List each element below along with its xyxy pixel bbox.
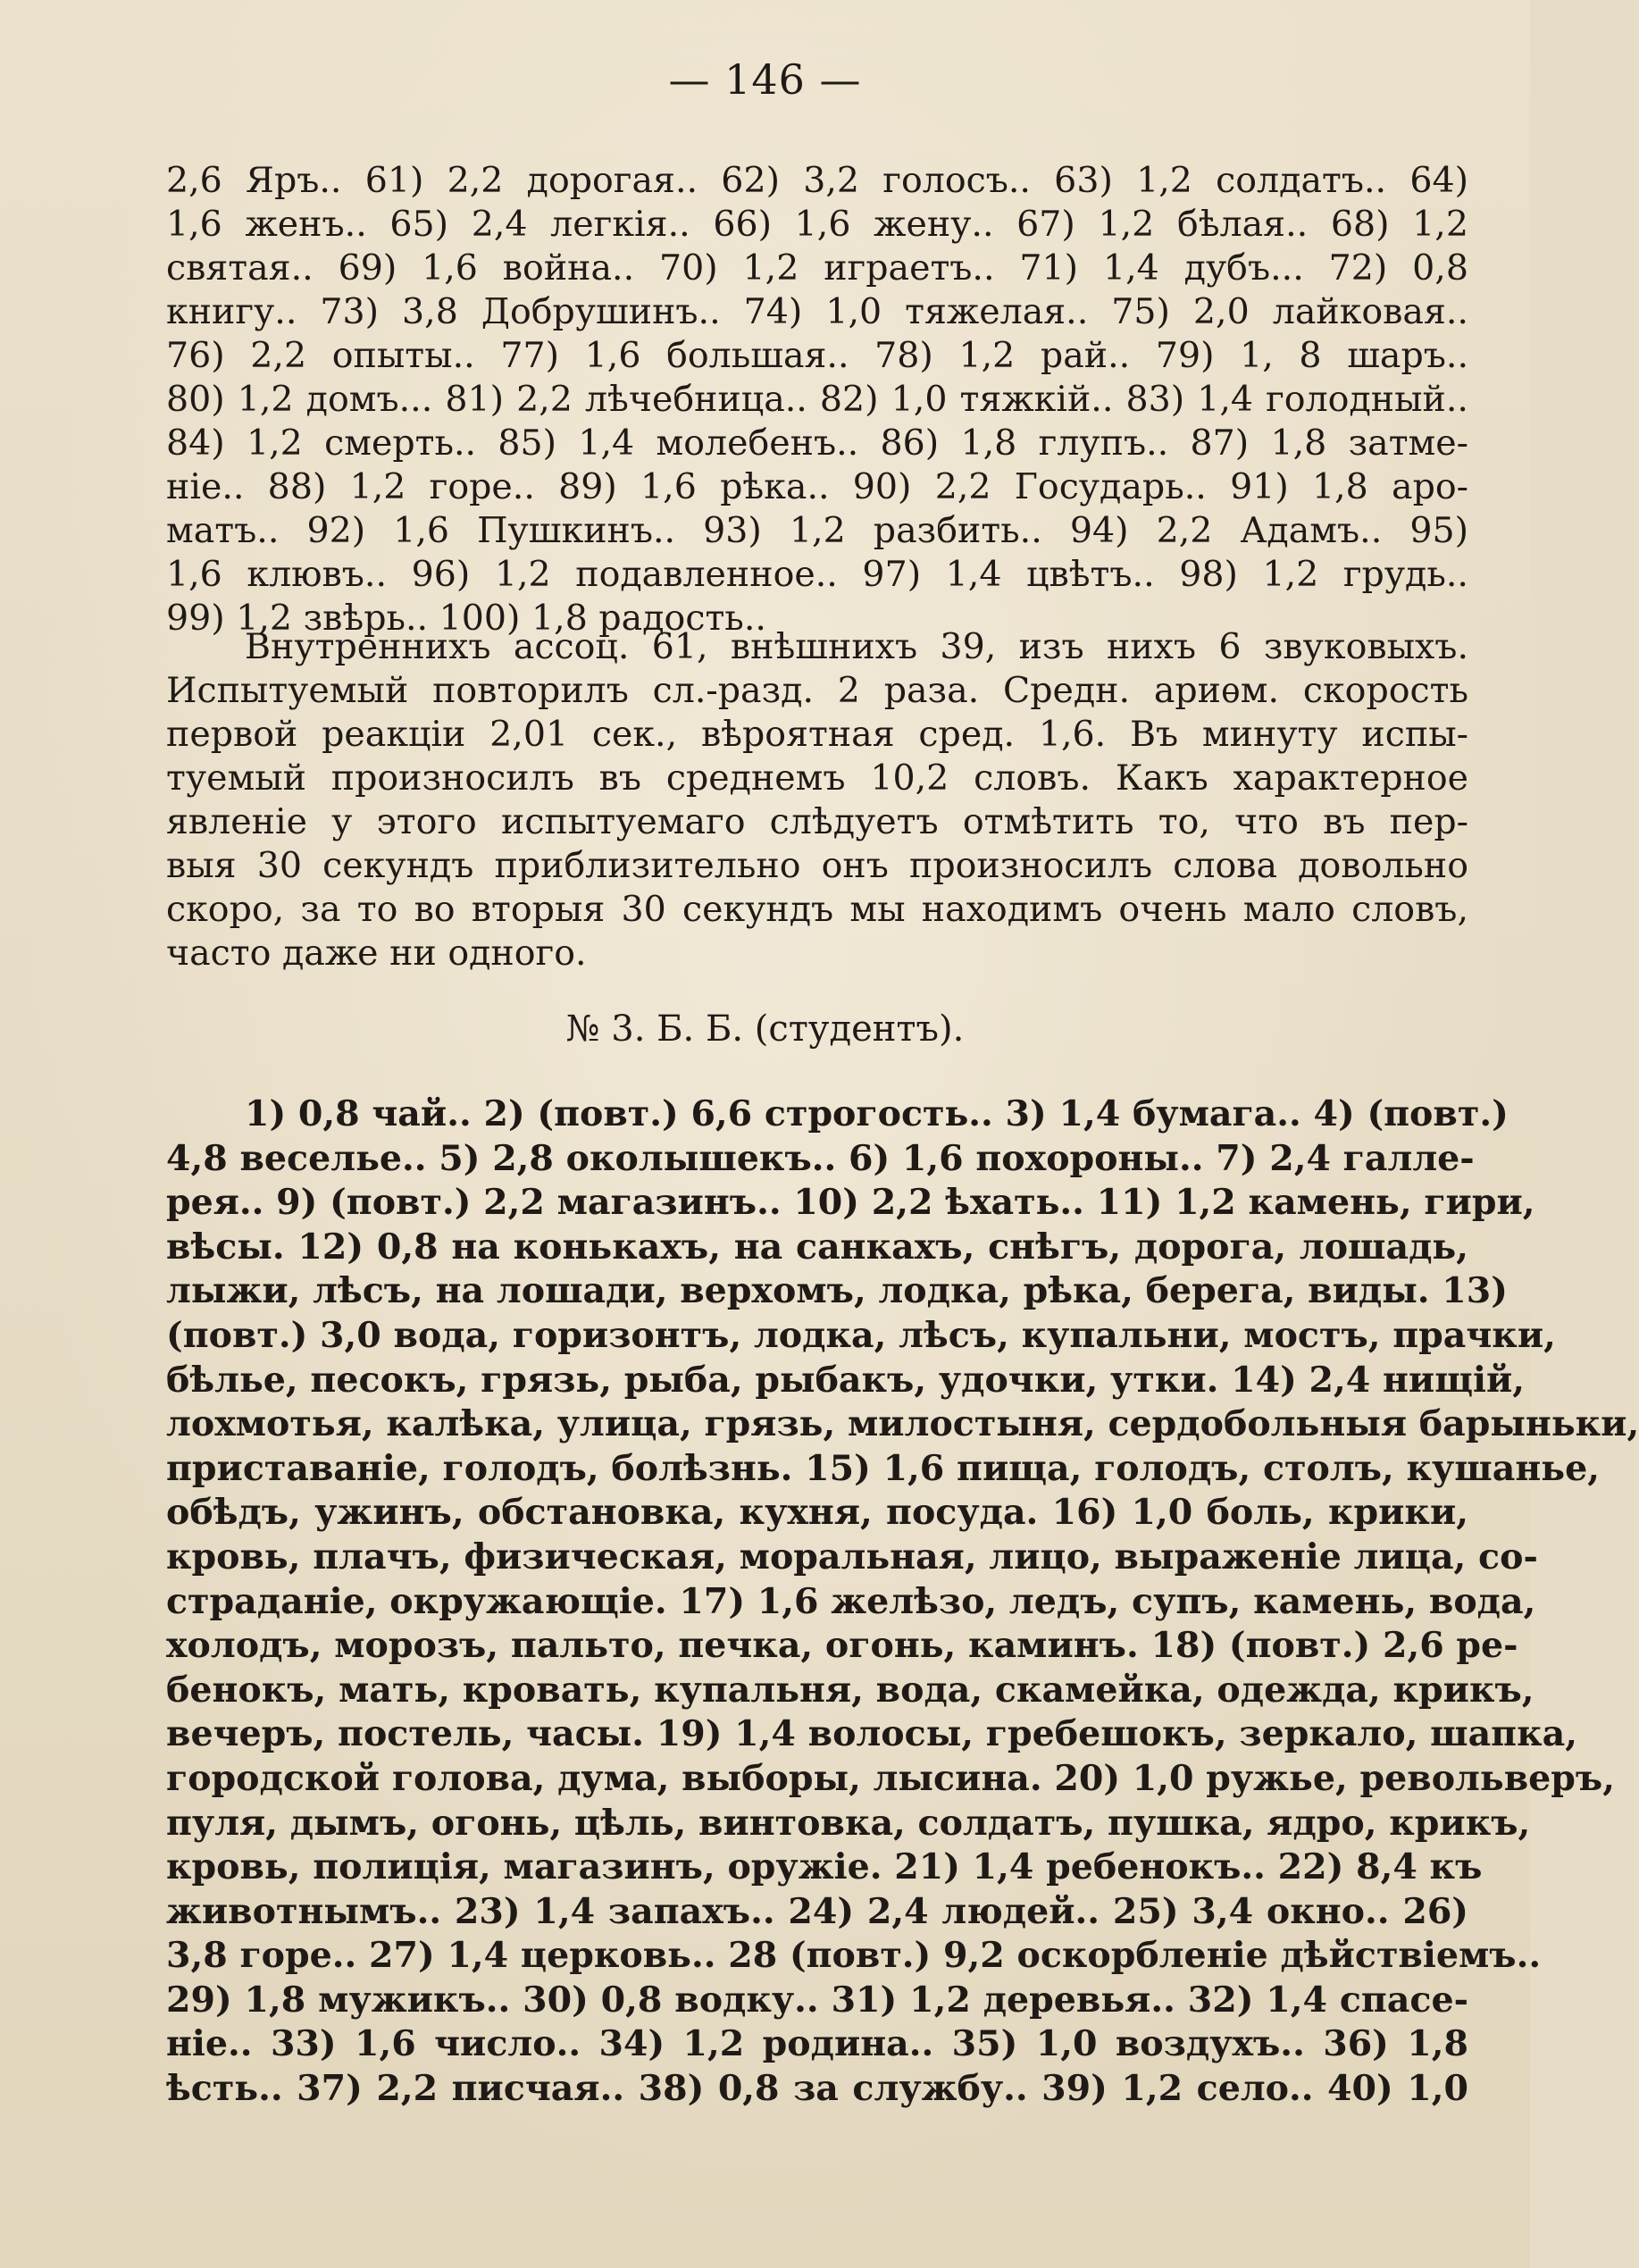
text-line: (повт.) 3,0 вода, горизонтъ, лодка, лѣсъ, купальни, мостъ, прачки, <box>166 1314 1556 1356</box>
text-line: 1,6 женъ.. 65) 2,4 легкія.. 66) 1,6 жену.. 67) 1,2 бѣлая.. 68) 1,2 <box>166 204 1468 245</box>
text-line: ніе.. 33) 1,6 число.. 34) 1,2 родина.. 35) 1,0 воздухъ.. 36) 1,8 <box>166 2023 1468 2065</box>
text-line: приставаніе, голодъ, болѣзнь. 15) 1,6 пища, голодъ, столъ, кушанье, <box>166 1447 1600 1489</box>
text-line: 3,8 горе.. 27) 1,4 церковь.. 28 (повт.) 9,2 оскорбленіе дѣйствіемъ.. <box>166 1935 1542 1977</box>
text-line: Внутреннихъ ассоц. 61, внѣшнихъ 39, изъ нихъ 6 звуковыхъ. <box>245 626 1468 667</box>
text-line: животнымъ.. 23) 1,4 запахъ.. 24) 2,4 людей.. 25) 3,4 окно.. 26) <box>166 1890 1468 1932</box>
text-line: явленіе у этого испытуемаго слѣдуетъ отмѣтить то, что въ пер- <box>166 801 1468 842</box>
text-line: вечеръ, постель, часы. 19) 1,4 волосы, гребешокъ, зеркало, шапка, <box>166 1713 1577 1755</box>
text-line: вѣсы. 12) 0,8 на конькахъ, на санкахъ, снѣгъ, дорога, лошадь, <box>166 1226 1468 1268</box>
text-line: лыжи, лѣсъ, на лошади, верхомъ, лодка, рѣка, берега, виды. 13) <box>166 1270 1508 1312</box>
text-line: 4,8 веселье.. 5) 2,8 околышекъ.. 6) 1,6 похороны.. 7) 2,4 галле- <box>166 1137 1475 1179</box>
text-line: 1,6 клювъ.. 96) 1,2 подавленное.. 97) 1,4 цвѣтъ.. 98) 1,2 грудь.. <box>166 554 1468 595</box>
text-line: обѣдъ, ужинъ, обстановка, кухня, посуда. 16) 1,0 боль, крики, <box>166 1492 1468 1534</box>
text-line: 29) 1,8 мужикъ.. 30) 0,8 водку.. 31) 1,2 деревья.. 32) 1,4 спасе- <box>166 1979 1468 2021</box>
text-line: Испытуемый повторилъ сл.-разд. 2 раза. Средн. ариѳм. скорость <box>166 670 1468 711</box>
text-line: пуля, дымъ, огонь, цѣль, винтовка, солдатъ, пушка, ядро, крикъ, <box>166 1802 1531 1844</box>
text-line: ѣсть.. 37) 2,2 писчая.. 38) 0,8 за службу.. 39) 1,2 село.. 40) 1,0 <box>166 2068 1468 2110</box>
page-number: — 146 — <box>668 55 862 104</box>
text-line: кровь, полиція, магазинъ, оружіе. 21) 1,4 ребенокъ.. 22) 8,4 къ <box>166 1846 1483 1888</box>
text-line: страданіе, окружающіе. 17) 1,6 желѣзо, ледъ, супъ, камень, вода, <box>166 1580 1536 1622</box>
paragraph-summary <box>166 625 1468 975</box>
paragraph-subject-3-associations <box>166 1092 1639 2112</box>
text-line: 76) 2,2 опыты.. 77) 1,6 большая.. 78) 1,2 рай.. 79) 1, 8 шаръ.. <box>166 335 1468 376</box>
text-line: 99) 1,2 звѣрь.. 100) 1,8 радость.. <box>166 598 766 639</box>
paragraph-associations-60-100 <box>166 159 1468 640</box>
text-line: первой реакціи 2,01 сек., вѣроятная сред. 1,6. Въ минуту испы- <box>166 714 1468 755</box>
section-heading: № 3. Б. Б. (студентъ). <box>565 1008 965 1050</box>
text-line: кровь, плачъ, физическая, моральная, лицо, выраженіе лица, со- <box>166 1536 1538 1578</box>
text-line: бѣлье, песокъ, грязь, рыба, рыбакъ, удочки, утки. 14) 2,4 нищій, <box>166 1359 1526 1401</box>
text-line: холодъ, морозъ, пальто, печка, огонь, каминъ. 18) (повт.) 2,6 ре- <box>166 1625 1518 1667</box>
text-line: часто даже ни одного. <box>166 933 587 974</box>
text-line: бенокъ, мать, кровать, купальня, вода, скамейка, одежда, крикъ, <box>166 1669 1534 1711</box>
text-line: городской голова, дума, выборы, лысина. 20) 1,0 ружье, револьверъ, <box>166 1757 1615 1799</box>
text-line: книгу.. 73) 3,8 Добрушинъ.. 74) 1,0 тяжелая.. 75) 2,0 лайковая.. <box>166 291 1468 332</box>
text-line: ніе.. 88) 1,2 горе.. 89) 1,6 рѣка.. 90) 2,2 Государь.. 91) 1,8 аро- <box>166 466 1468 507</box>
text-line: 2,6 Яръ.. 61) 2,2 дорогая.. 62) 3,2 голосъ.. 63) 1,2 солдатъ.. 64) <box>166 160 1468 201</box>
text-line: матъ.. 92) 1,6 Пушкинъ.. 93) 1,2 разбить.. 94) 2,2 Адамъ.. 95) <box>166 510 1468 551</box>
text-line: 84) 1,2 смерть.. 85) 1,4 молебенъ.. 86) 1,8 глупъ.. 87) 1,8 затме- <box>166 423 1468 464</box>
text-line: лохмотья, калѣка, улица, грязь, милостыня, сердобольныя барыньки, <box>166 1403 1639 1445</box>
text-line: святая.. 69) 1,6 война.. 70) 1,2 играетъ.. 71) 1,4 дубъ... 72) 0,8 <box>166 247 1468 289</box>
text-line: рея.. 9) (повт.) 2,2 магазинъ.. 10) 2,2 ѣхать.. 11) 1,2 камень, гири, <box>166 1182 1535 1224</box>
text-line: туемый произносилъ въ среднемъ 10,2 словъ. Какъ характерное <box>166 757 1468 799</box>
text-line: скоро, за то во вторыя 30 секундъ мы находимъ очень мало словъ, <box>166 889 1468 930</box>
text-line: выя 30 секундъ приблизительно онъ произносилъ слова довольно <box>166 845 1468 886</box>
text-line: 1) 0,8 чай.. 2) (повт.) 6,6 строгость.. 3) 1,4 бумага.. 4) (повт.) <box>245 1093 1509 1134</box>
text-line: 80) 1,2 домъ... 81) 2,2 лѣчебница.. 82) 1,0 тяжкій.. 83) 1,4 голодный.. <box>166 379 1468 420</box>
